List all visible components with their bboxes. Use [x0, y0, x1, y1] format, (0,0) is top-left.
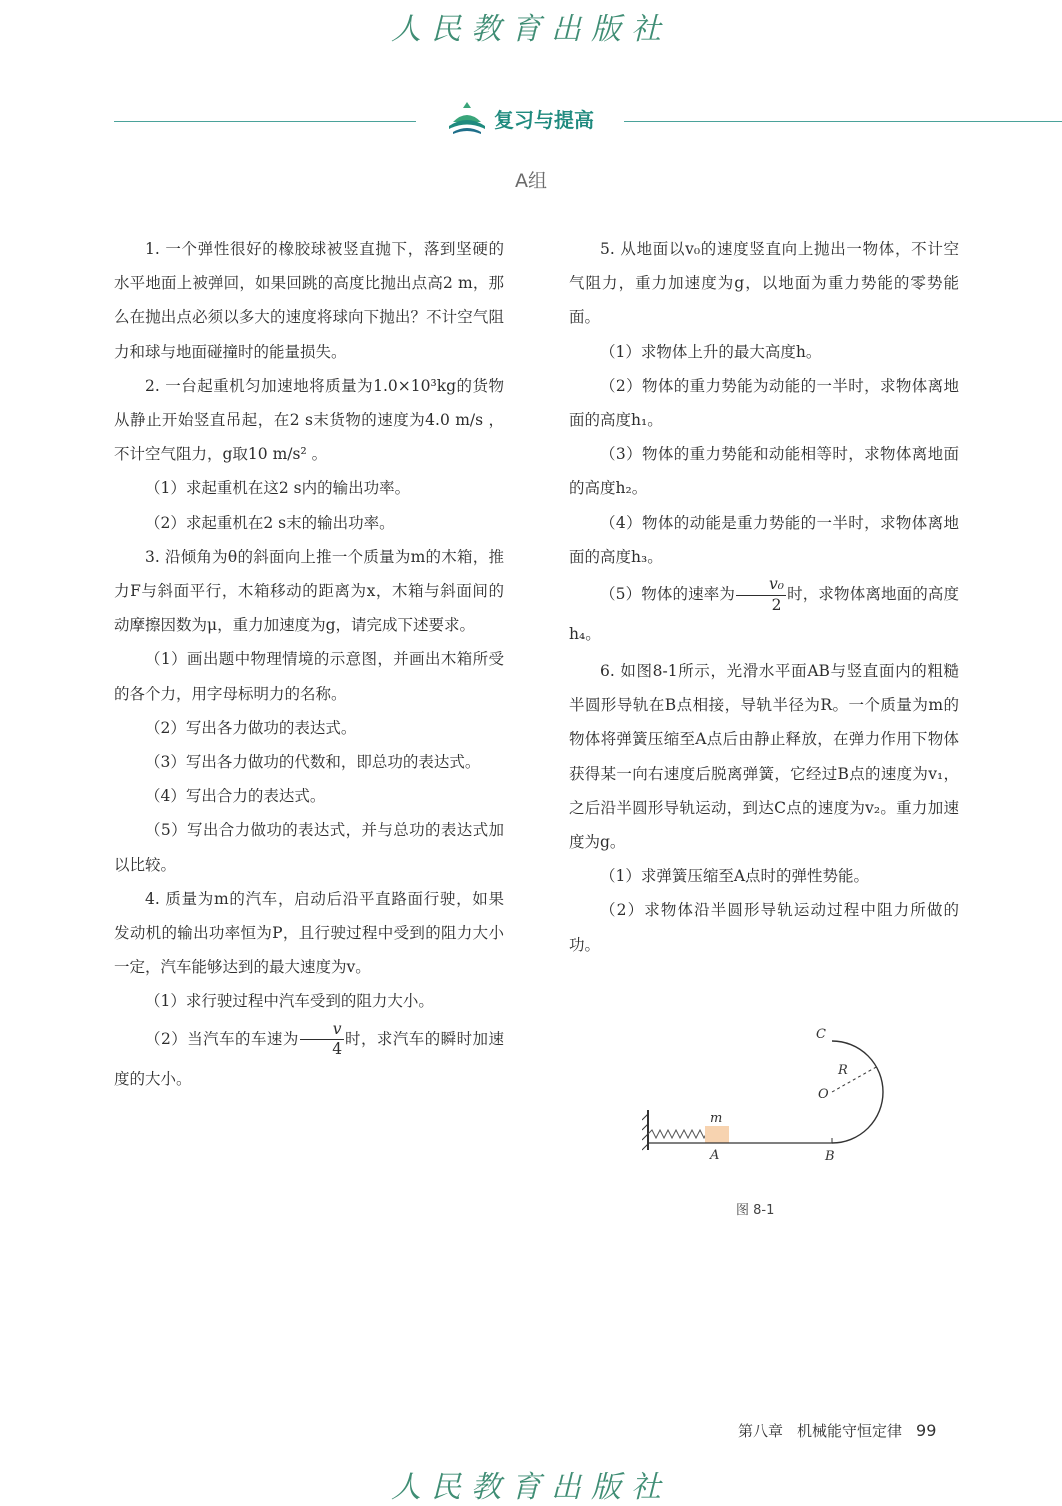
- fraction-denominator: 4: [332, 1040, 343, 1059]
- question-1: 1. 一个弹性很好的橡胶球被竖直抛下，落到坚硬的水平地面上被弹回，如果回跳的高度比抛出点高2 m，那么在抛出点必须以多大的速度将球向下抛出？不计空气阻力和球与地面碰撞时的能量损失。: [114, 240, 504, 361]
- question-3: 3. 沿倾角为θ的斜面向上推一个质量为m的木箱，推力F与斜面平行，木箱移动的距离为x，木箱与斜面间的动摩擦因数为μ，重力加速度为g，请完成下述要求。: [114, 547, 504, 635]
- question-6-part-2: （2）求物体沿半圆形导轨运动过程中阻力所做的功。: [569, 901, 959, 954]
- question-4-part-2: [114, 1019, 504, 1099]
- question-3-part-1: （1）画出题中物理情境的示意图，并画出木箱所受的各个力，用字母标明力的名称。: [114, 650, 504, 703]
- question-5-part-3: （3）物体的重力势能和动能相等时，求物体离地面的高度h₂。: [569, 445, 959, 498]
- question-5-part-4: （4）物体的动能是重力势能的一半时，求物体离地面的高度h₃。: [569, 513, 959, 566]
- sunrise-icon: [447, 102, 487, 140]
- header-rule-left: [114, 121, 416, 122]
- q4p2-text-after: 时，求汽车的瞬时加速度的大小。: [114, 1029, 504, 1088]
- section-title: 复习与提高: [494, 108, 594, 132]
- publisher-logo-bottom: 人民教育出版社: [391, 1470, 671, 1505]
- figure-8-1: [642, 1020, 912, 1180]
- question-2-part-1: （1）求起重机在这2 s内的输出功率。: [145, 479, 411, 498]
- block-m: [705, 1126, 729, 1143]
- group-title: A组: [515, 170, 547, 192]
- q5p5-text-after: 时，求物体离地面的高度h₄。: [569, 585, 959, 644]
- question-3-part-2: （2）写出各力做功的表达式。: [145, 718, 357, 737]
- label-b: B: [825, 1149, 835, 1164]
- publisher-logo-top: 人民教育出版社: [391, 12, 671, 47]
- chapter-label: 第八章: [738, 1422, 784, 1440]
- question-6-part-1: （1）求弹簧压缩至A点时的弹性势能。: [600, 867, 870, 886]
- question-3-part-3: （3）写出各力做功的代数和，即总功的表达式。: [145, 753, 481, 772]
- label-m: m: [710, 1111, 723, 1126]
- label-a: A: [710, 1148, 720, 1163]
- q4p2-text-before: （2）当汽车的车速为: [145, 1029, 299, 1048]
- right-column: [569, 232, 959, 962]
- chapter-title: 机械能守恒定律: [797, 1422, 903, 1440]
- fraction-numerator: v₀: [736, 577, 786, 596]
- figure-caption: 图 8-1: [736, 1203, 775, 1218]
- question-2-part-2: （2）求起重机在2 s末的输出功率。: [145, 513, 395, 532]
- section-header: [0, 100, 1062, 140]
- question-2: 2. 一台起重机匀加速地将质量为1.0×10³kg的货物从静止开始竖直吊起，在2 s末货物的速度为4.0 m/s ，不计空气阻力，g取10 m/s² 。: [114, 376, 504, 464]
- question-5-part-1: （1）求物体上升的最大高度h。: [600, 342, 822, 361]
- fraction-denominator: 2: [771, 595, 782, 614]
- question-4-part-1: （1）求行驶过程中汽车受到的阻力大小。: [145, 992, 434, 1011]
- fraction-numerator: v: [300, 1022, 344, 1041]
- question-6: 6. 如图8-1所示，光滑水平面AB与竖直面内的粗糙半圆形导轨在B点相接，导轨半径为R。一个质量为m的物体将弹簧压缩至A点后由静止释放，在弹力作用下物体获得某一向右速度后脱离弹簧，它经过B点的速度为v₁，之后沿半圆形导轨运动，到达C点的速度为v₂。重力加速度为g。: [569, 662, 959, 852]
- question-4: 4. 质量为m的汽车，启动后沿平直路面行驶，如果发动机的输出功率恒为P，且行驶过程中受到的阻力大小一定，汽车能够达到的最大速度为v。: [114, 889, 504, 977]
- semicircle-track: [832, 1041, 883, 1143]
- page-number: 99: [916, 1421, 937, 1440]
- fraction-v0-over-2: [736, 577, 786, 613]
- question-5-part-2: （2）物体的重力势能为动能的一半时，求物体离地面的高度h₁。: [569, 376, 959, 430]
- label-o: O: [818, 1087, 829, 1102]
- question-3-part-5: （5）写出合力做功的表达式，并与总功的表达式加以比较。: [114, 821, 504, 874]
- label-r: R: [838, 1063, 848, 1078]
- question-3-part-4: （4）写出合力的表达式。: [145, 787, 326, 806]
- question-5: 5. 从地面以v₀的速度竖直向上抛出一物体，不计空气阻力，重力加速度为g，以地面为重力势能的零势能面。: [569, 240, 959, 327]
- q5p5-text-before: （5）物体的速率为: [600, 585, 736, 604]
- label-c: C: [816, 1027, 826, 1042]
- left-column: [114, 232, 504, 1099]
- header-rule-right: [624, 121, 1062, 122]
- fraction-v-over-4: [300, 1019, 344, 1059]
- question-5-part-5: [569, 574, 959, 654]
- page-footer: [738, 1420, 936, 1441]
